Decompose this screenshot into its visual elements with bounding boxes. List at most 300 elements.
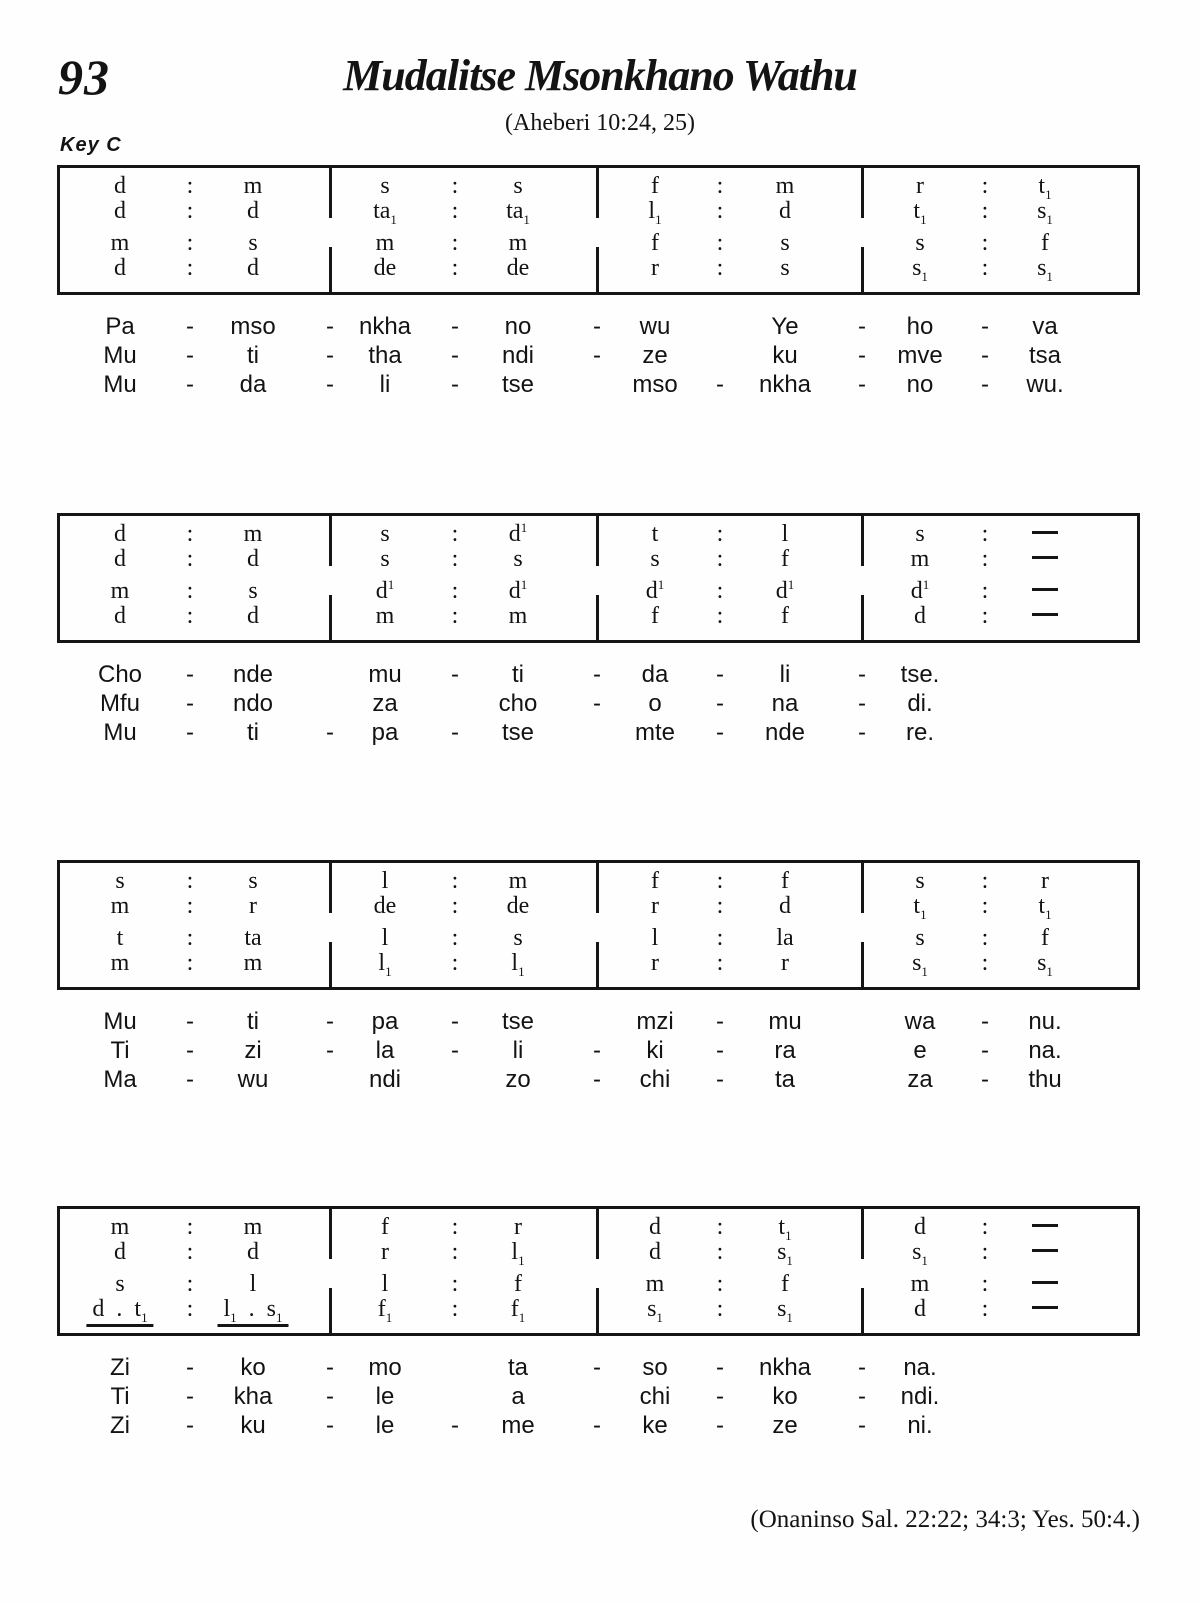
lyric-dash: - [451,719,459,746]
lyric-dash: - [716,371,724,398]
note-cell: d [114,198,126,224]
note-cell: s [380,546,390,572]
lyric-dash: - [716,1037,724,1064]
colon-separator: : [186,893,194,919]
note-cell: d [914,1214,926,1240]
lyric-syllable: tse [501,371,535,398]
lyric-syllable: tse [501,1008,535,1035]
note-cell: s [248,578,258,604]
note-cell: m [243,521,263,547]
lyric-syllable: Pa [105,313,135,340]
lyric-dash: - [716,1412,724,1439]
lyric-dash: - [593,1354,601,1381]
lyric-syllable: ho [906,313,934,340]
lyric-dash: - [981,1037,989,1064]
lyric-dash: - [326,1412,334,1439]
lyric-syllable: le [375,1412,395,1439]
colon-separator: : [186,925,194,951]
lyric-dash: - [716,1008,724,1035]
colon-separator: : [981,546,989,572]
lyric-syllable: mzi [636,1008,674,1035]
hold-line [1032,1281,1058,1284]
note-cell: s [513,925,523,951]
lyric-syllable: pa [371,1008,399,1035]
notation-box-2 [57,513,1140,643]
colon-separator: : [186,1296,194,1322]
lyric-syllable: Mu [103,719,137,746]
note-cell: s [248,868,258,894]
scripture-subtitle: (Aheberi 10:24, 25) [505,110,695,136]
lyric-dash: - [981,371,989,398]
colon-separator: : [981,1296,989,1322]
lyric-syllable: Zi [110,1354,130,1381]
lyric-syllable: wu. [1026,371,1064,398]
colon-separator: : [981,925,989,951]
lyric-syllable: mte [634,719,676,746]
lyric-dash: - [451,1037,459,1064]
lyric-syllable: li [779,661,791,688]
lyric-dash: - [451,342,459,369]
lyric-dash: - [593,1037,601,1064]
lyric-syllable: ndi [368,1066,402,1093]
lyric-syllable: ke [642,1412,668,1439]
lyric-syllable: mo [368,1354,402,1381]
note-cell: d [247,1239,259,1265]
lyric-dash: - [186,1412,194,1439]
note-cell: $d^1$ [508,520,528,547]
lyric-dash: - [186,342,194,369]
lyric-syllable: tsa [1028,342,1062,369]
lyric-dash: - [593,690,601,717]
colon-separator: : [186,1214,194,1240]
lyric-syllable: ko [240,1354,266,1381]
bar-line [596,1209,599,1259]
colon-separator: : [451,603,459,629]
note-cell: l [381,925,389,951]
colon-separator: : [981,893,989,919]
lyric-syllable: ti [247,1008,259,1035]
bar-line [329,247,332,292]
bar-line [596,168,599,218]
lyric-syllable: nkha [758,1354,812,1381]
lyric-syllable: Ye [771,313,799,340]
lyric-syllable: ni. [907,1412,933,1439]
hold-line [1032,1306,1058,1309]
note-cell: $d^1$ [645,577,665,604]
lyric-dash: - [451,371,459,398]
note-cell: m [110,230,130,256]
lyric-syllable: a [511,1383,525,1410]
lyric-syllable: ndi. [900,1383,940,1410]
note-cell: m [375,230,395,256]
lyric-dash: - [593,661,601,688]
beamed-group: d . $t_1$ [86,1296,153,1327]
lyric-syllable: na. [1028,1037,1062,1064]
lyric-syllable: nkha [358,313,412,340]
lyric-syllable: ta [507,1354,529,1381]
bar-line [329,595,332,640]
note-cell: r [249,893,257,919]
lyric-dash: - [858,371,866,398]
lyric-syllable: Mu [103,1008,137,1035]
note-cell: t [651,521,659,547]
lyric-dash: - [186,661,194,688]
note-cell: s [115,868,125,894]
colon-separator: : [981,1214,989,1240]
lyric-syllable: di. [907,690,933,717]
colon-separator: : [716,1296,724,1322]
lyric-syllable: na. [903,1354,937,1381]
note-cell: l [781,521,789,547]
colon-separator: : [186,1239,194,1265]
colon-separator: : [716,868,724,894]
note-cell: l [381,868,389,894]
colon-separator: : [981,521,989,547]
note-cell: $ta_1$ [373,198,397,227]
colon-separator: : [716,925,724,951]
note-cell: d [114,546,126,572]
note-cell: d [779,893,791,919]
lyric-syllable: thu [1028,1066,1062,1093]
lyric-syllable: tha [368,342,402,369]
hold-dash [1032,1239,1058,1265]
colon-separator: : [716,603,724,629]
note-cell: f [781,603,789,629]
lyric-syllable: nkha [758,371,812,398]
hold-line [1032,556,1058,559]
colon-separator: : [451,1214,459,1240]
note-cell: s [115,1271,125,1297]
note-cell: $s_1$ [777,1296,793,1325]
note-cell [217,1296,288,1325]
lyric-syllable: Zi [110,1412,130,1439]
lyric-syllable: ra [774,1037,796,1064]
lyric-syllable: la [375,1037,395,1064]
lyric-syllable: Ti [110,1037,130,1064]
note-cell: f [781,868,789,894]
colon-separator: : [981,255,989,281]
note-cell: r [651,950,659,976]
lyric-syllable: ndo [232,690,274,717]
note-cell: s [650,546,660,572]
lyric-syllable: mso [632,371,678,398]
lyric-dash: - [593,313,601,340]
colon-separator: : [716,578,724,604]
note-cell: s [915,230,925,256]
colon-separator: : [716,1271,724,1297]
note-cell: $d^1$ [375,577,395,604]
colon-separator: : [451,893,459,919]
lyric-dash: - [716,1066,724,1093]
lyric-syllable: le [375,1383,395,1410]
note-cell: d [114,173,126,199]
note-cell: f [781,546,789,572]
colon-separator: : [716,950,724,976]
lyric-syllable: ta [774,1066,796,1093]
lyric-dash: - [716,661,724,688]
colon-separator: : [716,173,724,199]
hold-dash [1032,1271,1058,1297]
colon-separator: : [451,1296,459,1322]
lyric-syllable: chi [639,1383,671,1410]
note-cell: l [651,925,659,951]
colon-separator: : [186,603,194,629]
bar-line [329,1209,332,1259]
note-cell: $d^1$ [508,577,528,604]
note-cell: $f_1$ [510,1296,526,1325]
lyrics-block-4 [57,1354,1140,1444]
note-cell: m [775,173,795,199]
lyric-syllable: re. [905,719,935,746]
lyric-dash: - [186,1354,194,1381]
lyric-dash: - [593,342,601,369]
colon-separator: : [981,950,989,976]
lyric-syllable: ndi [501,342,535,369]
colon-separator: : [716,1214,724,1240]
note-cell: d [649,1239,661,1265]
lyric-dash: - [858,690,866,717]
note-cell: m [508,868,528,894]
colon-separator: : [451,255,459,281]
lyric-syllable: ko [772,1383,798,1410]
colon-separator: : [716,1239,724,1265]
note-cell: $f_1$ [377,1296,393,1325]
lyric-syllable: no [504,313,532,340]
colon-separator: : [981,578,989,604]
lyric-syllable: nde [232,661,274,688]
lyric-dash: - [981,342,989,369]
note-cell: m [910,546,930,572]
bar-line [329,168,332,218]
note-cell: $s_1$ [1037,198,1053,227]
lyric-dash: - [326,1354,334,1381]
note-cell: s [780,255,790,281]
lyric-syllable: so [642,1354,668,1381]
colon-separator: : [451,546,459,572]
note-cell: m [375,603,395,629]
hymn-title: Mudalitse Msonkhano Wathu [343,51,857,100]
note-cell: $s_1$ [1037,255,1053,284]
colon-separator: : [186,255,194,281]
lyric-dash: - [981,1008,989,1035]
lyric-syllable: ze [772,1412,798,1439]
lyric-dash: - [716,1354,724,1381]
colon-separator: : [451,925,459,951]
lyric-syllable: ti [247,719,259,746]
note-cell: s [915,521,925,547]
note-cell: m [243,950,263,976]
hold-line [1032,1224,1058,1227]
note-cell: ta [244,925,262,951]
note-cell: l [381,1271,389,1297]
note-cell: $l_1$ [648,198,662,227]
note-cell: f [651,173,659,199]
lyric-dash: - [858,661,866,688]
colon-separator: : [451,198,459,224]
lyric-syllable: na [771,690,799,717]
note-cell: l [249,1271,257,1297]
note-cell: $t_1$ [778,1214,792,1243]
bar-line [329,1288,332,1333]
colon-separator: : [716,198,724,224]
bar-line [861,1209,864,1259]
note-cell [86,1296,153,1325]
lyric-syllable: li [379,371,391,398]
hold-line [1032,531,1058,534]
note-cell: m [110,578,130,604]
note-cell: $l_1$ [378,950,392,979]
pulse-dot: . [248,1296,255,1322]
lyrics-block-1 [57,313,1140,403]
colon-separator: : [981,868,989,894]
note-cell: r [651,893,659,919]
bar-line [861,595,864,640]
note-cell: s [380,521,390,547]
note-cell: r [514,1214,522,1240]
colon-separator: : [186,868,194,894]
colon-separator: : [451,1239,459,1265]
bar-line [596,863,599,913]
bar-line [329,942,332,987]
lyric-dash: - [186,690,194,717]
lyric-syllable: Mu [103,371,137,398]
note-cell: $d^1$ [775,577,795,604]
bar-line [596,1288,599,1333]
note-cell: r [916,173,924,199]
lyric-syllable: zi [244,1037,262,1064]
note-cell: d [914,603,926,629]
lyric-syllable: ki [646,1037,664,1064]
lyric-syllable: ze [642,342,668,369]
lyric-syllable: wu [639,313,671,340]
lyric-dash: - [716,719,724,746]
lyric-syllable: Ma [103,1066,137,1093]
note-cell: s [248,230,258,256]
note-cell: de [373,893,397,919]
hold-dash [1032,1214,1058,1240]
lyric-dash: - [326,719,334,746]
lyric-syllable: ku [772,342,798,369]
lyric-dash: - [451,1008,459,1035]
note-cell: $s_1$ [1037,950,1053,979]
colon-separator: : [186,198,194,224]
lyric-dash: - [326,1383,334,1410]
bar-line [596,942,599,987]
note-cell: m [243,173,263,199]
note-cell: d [247,198,259,224]
lyric-dash: - [326,342,334,369]
hold-dash [1032,546,1058,572]
lyric-dash: - [981,1066,989,1093]
lyric-syllable: tse. [900,661,940,688]
note-cell: m [110,1214,130,1240]
bar-line [596,516,599,566]
colon-separator: : [716,255,724,281]
lyric-syllable: li [512,1037,524,1064]
lyric-syllable: pa [371,719,399,746]
lyric-syllable: e [913,1037,927,1064]
lyrics-block-3 [57,1008,1140,1098]
lyric-syllable: zo [505,1066,531,1093]
note-cell: m [110,950,130,976]
lyric-syllable: ti [512,661,524,688]
note-cell: m [910,1271,930,1297]
notation-box-4 [57,1206,1140,1336]
lyric-dash: - [186,1383,194,1410]
lyric-dash: - [981,313,989,340]
note-cell: $s_1$ [912,1239,928,1268]
lyric-syllable: chi [639,1066,671,1093]
note-cell: f [651,868,659,894]
note-cell: $ta_1$ [506,198,530,227]
note-cell: de [506,893,530,919]
note-cell: $s_1$ [912,950,928,979]
hold-dash [1032,578,1058,604]
lyric-dash: - [326,1037,334,1064]
note-cell: la [776,925,794,951]
lyric-dash: - [858,1354,866,1381]
note-cell: s [513,546,523,572]
lyric-dash: - [186,719,194,746]
bar-line [861,247,864,292]
note-cell: f [651,230,659,256]
colon-separator: : [981,173,989,199]
lyric-dash: - [326,313,334,340]
lyrics-block-2 [57,661,1140,751]
colon-separator: : [451,1271,459,1297]
lyric-dash: - [858,1383,866,1410]
note-cell: d [114,1239,126,1265]
colon-separator: : [186,950,194,976]
note-cell: d [247,255,259,281]
colon-separator: : [186,578,194,604]
hold-dash [1032,1296,1058,1322]
note-cell: m [110,893,130,919]
lyric-syllable: da [641,661,669,688]
bar-line [861,168,864,218]
note-cell: m [508,230,528,256]
bar-line [329,516,332,566]
note-cell: f [781,1271,789,1297]
note-cell: $l_1$ [511,1239,525,1268]
colon-separator: : [186,546,194,572]
lyric-syllable: ku [240,1412,266,1439]
note-cell: f [514,1271,522,1297]
lyric-dash: - [716,1383,724,1410]
note-cell: r [651,255,659,281]
lyric-dash: - [593,1412,601,1439]
colon-separator: : [451,578,459,604]
note-cell: d [649,1214,661,1240]
lyric-syllable: mu [368,661,402,688]
note-cell: s [780,230,790,256]
colon-separator: : [716,230,724,256]
lyric-dash: - [186,1037,194,1064]
note-cell: f [1041,925,1049,951]
colon-separator: : [451,230,459,256]
lyric-syllable: mu [768,1008,802,1035]
key-signature: Key C [60,134,122,156]
lyric-syllable: nde [764,719,806,746]
note-cell: $t_1$ [1038,173,1052,202]
colon-separator: : [186,1271,194,1297]
lyric-dash: - [716,690,724,717]
colon-separator: : [981,1271,989,1297]
notation-box-3 [57,860,1140,990]
note-cell: s [915,868,925,894]
pulse-dot: . [116,1296,123,1322]
note-cell: $s_1$ [912,255,928,284]
